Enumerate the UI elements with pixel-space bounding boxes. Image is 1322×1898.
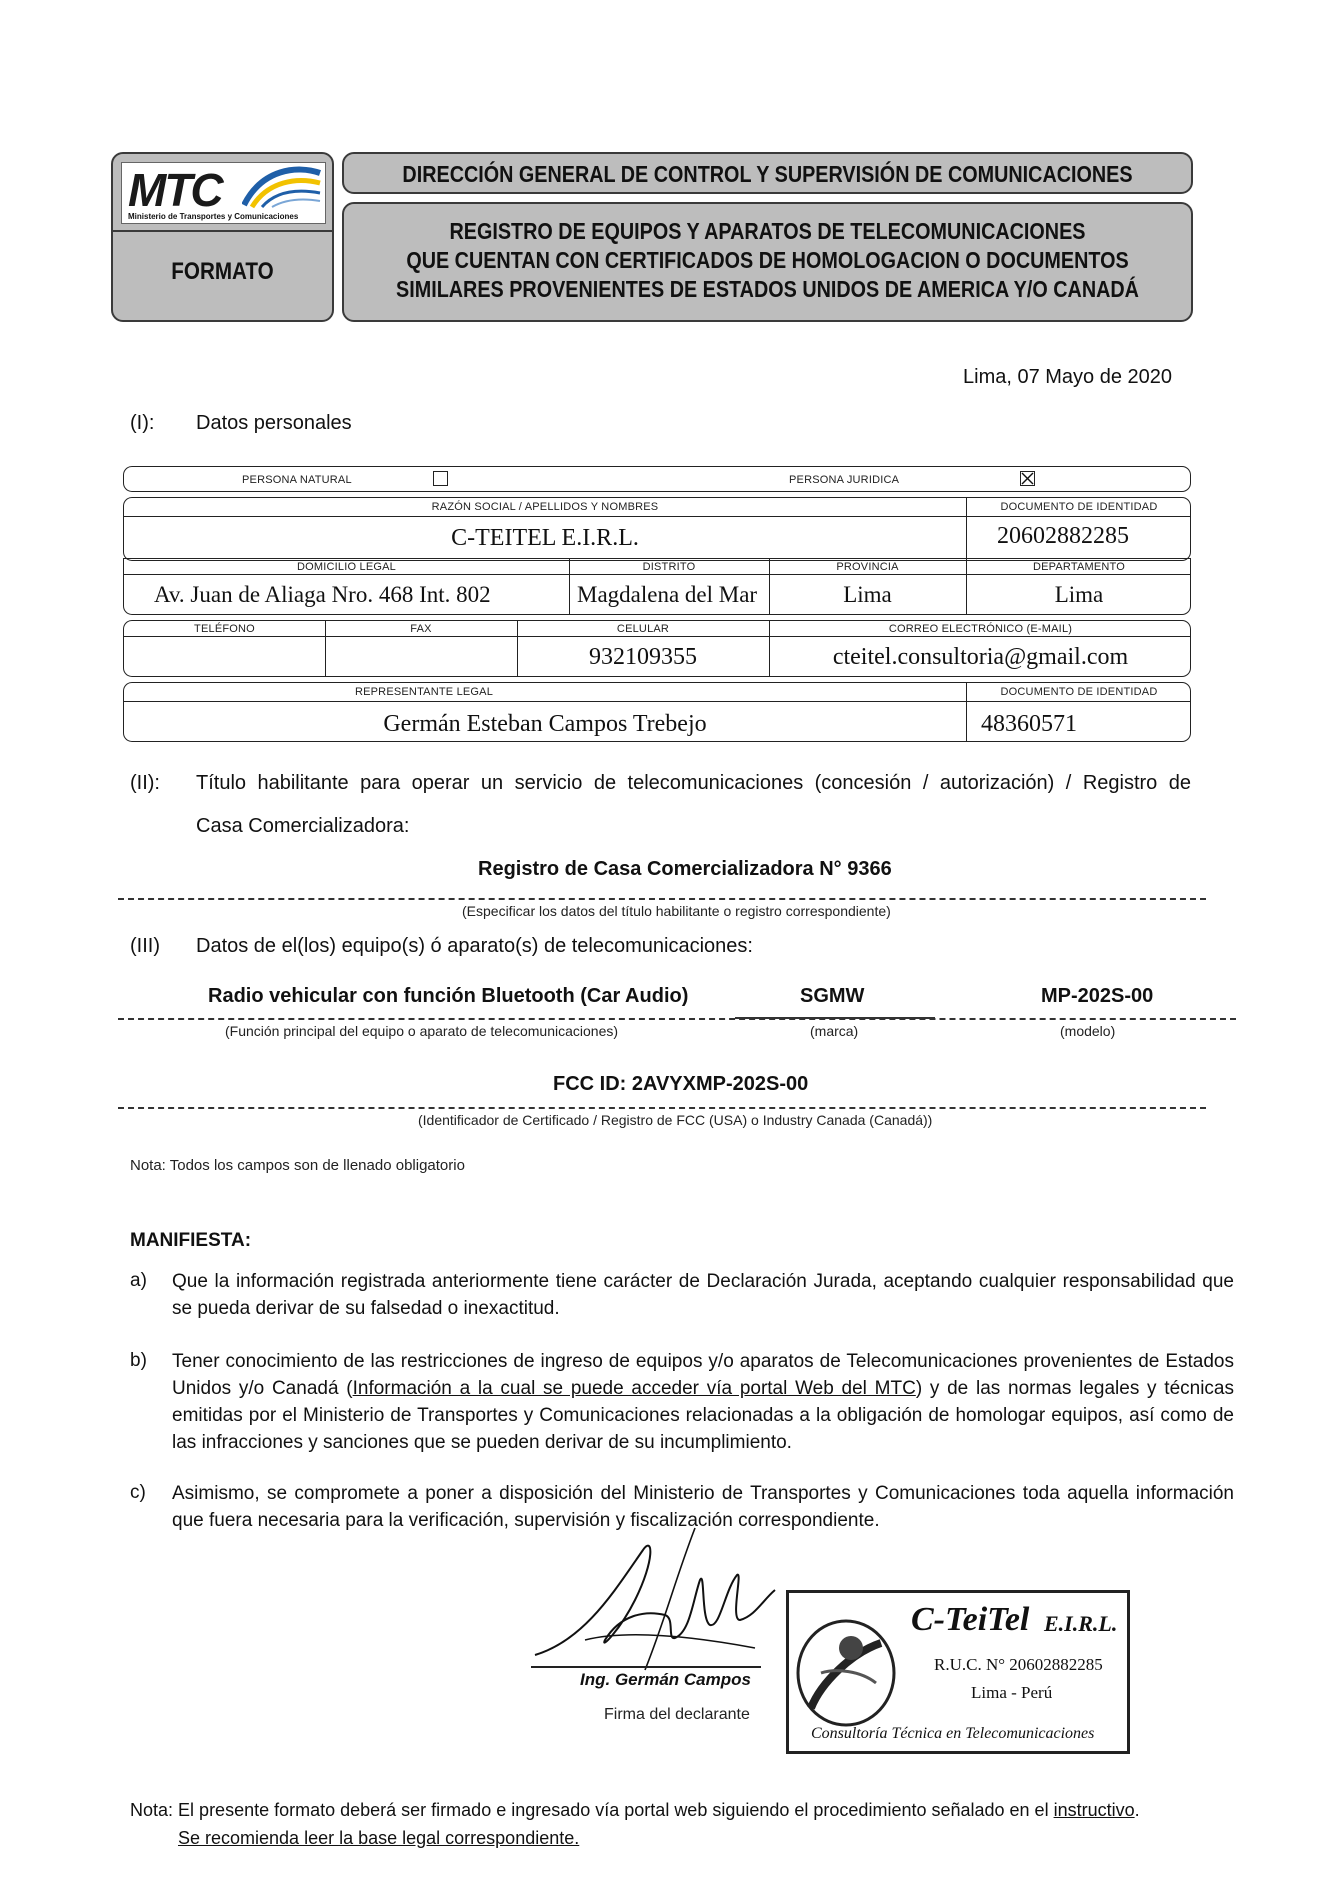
razon-social-row <box>123 497 1191 561</box>
item-b-text <box>172 1348 1234 1456</box>
registro-line-1: REGISTRO DE EQUIPOS Y APARATOS DE TELECOMUNICACIONES <box>449 218 1086 244</box>
fcc-underline <box>118 1107 1206 1109</box>
representante-value[interactable]: Germán Esteban Campos Trebejo <box>383 711 707 737</box>
section-1-title: Datos personales <box>196 412 352 434</box>
section-2-text-1: Título habilitante para operar un servicio de telecomunicaciones (concesión / autorización) / Registro de <box>196 772 1191 794</box>
contacto-row <box>123 620 1191 677</box>
registro-box <box>342 202 1193 322</box>
fcc-caption: (Identificador de Certificado / Registro de FCC (USA) o Industry Canada (Canadá)) <box>418 1112 933 1128</box>
marca-caption: (marca) <box>810 1023 859 1039</box>
fax-label: FAX <box>410 623 432 635</box>
item-c-text: Asimismo, se compromete a poner a disposición del Ministerio de Transportes y Comunicaciones toda aquella información que fuera necesaria para la verificación, supervisión y fiscalización correspondiente. <box>172 1483 1234 1531</box>
item-c-label: c) <box>130 1482 146 1503</box>
provincia-value[interactable]: Lima <box>843 582 892 607</box>
company-stamp <box>786 1590 1130 1754</box>
section-2-value[interactable]: Registro de Casa Comercializadora N° 9366 <box>478 858 892 880</box>
section-3-underline <box>118 1018 1236 1020</box>
direccion-box <box>342 152 1193 194</box>
nota-obligatorio: Nota: Todos los campos son de llenado obligatorio <box>130 1157 465 1174</box>
razon-social-label: RAZÓN SOCIAL / APELLIDOS Y NOMBRES <box>431 501 659 513</box>
signer-name: Ing. Germán Campos <box>580 1670 751 1689</box>
provincia-label: PROVINCIA <box>836 561 899 573</box>
signature-line <box>531 1666 761 1668</box>
mtc-logo-text: MTC <box>128 164 222 216</box>
distrito-value[interactable]: Magdalena del Mar <box>577 582 758 607</box>
doc-identidad-value-2[interactable]: 48360571 <box>981 711 1077 737</box>
representante-row <box>123 682 1191 742</box>
correo-value[interactable]: cteitel.consultoria@gmail.com <box>832 644 1129 670</box>
funcion-value[interactable]: Radio vehicular con función Bluetooth (Car Audio) <box>208 985 689 1007</box>
doc-identidad-value[interactable]: 20602882285 <box>997 523 1129 549</box>
direccion-title: DIRECCIÓN GENERAL DE CONTROL Y SUPERVISIÓN DE COMUNICACIONES <box>402 161 1133 187</box>
departamento-value[interactable]: Lima <box>1054 582 1104 607</box>
marca-value[interactable]: SGMW <box>800 985 865 1007</box>
section-2-text-2: Casa Comercializadora: <box>196 815 410 837</box>
section-2-number: (II): <box>130 772 160 794</box>
section-3-title: Datos de el(los) equipo(s) ó aparato(s) de telecomunicaciones: <box>196 935 753 957</box>
item-b-text-after: ) y de las normas legales y técnicas emitidas por el Ministerio de Transportes y Comunicaciones relacionadas a la obligación de homologar equipos, así como de las infracciones y sanciones que se pueden derivar de su incumplimiento. <box>172 1378 1234 1453</box>
stamp-tagline: Consultoría Técnica en Telecomunicaciones <box>811 1725 1095 1742</box>
registro-line-3: SIMILARES PROVENIENTES DE ESTADOS UNIDOS DE AMERICA Y/O CANADÁ <box>396 276 1139 302</box>
domicilio-label: DOMICILIO LEGAL <box>297 561 396 573</box>
funcion-caption: (Función principal del equipo o aparato de telecomunicaciones) <box>225 1023 619 1039</box>
fcc-value[interactable]: FCC ID: 2AVYXMP-202S-00 <box>553 1073 809 1095</box>
logo-box <box>111 152 334 322</box>
razon-social-value[interactable]: C-TEITEL E.I.R.L. <box>451 525 639 551</box>
mtc-portal-link[interactable]: Información a la cual se puede acceder vía portal Web del MTC <box>352 1378 916 1399</box>
persona-type-row <box>123 466 1191 492</box>
domicilio-value[interactable]: Av. Juan de Aliaga Nro. 468 Int. 802 <box>154 582 491 607</box>
departamento-label: DEPARTAMENTO <box>1032 561 1126 573</box>
stamp-ruc: R.U.C. N° 20602882285 <box>934 1655 1103 1674</box>
signature-caption: Firma del declarante <box>604 1706 750 1723</box>
footer-text-before: El presente formato deberá ser firmado e ingresado vía portal web siguiendo el procedimiento señalado en el <box>178 1800 1054 1820</box>
base-legal-link[interactable]: Se recomienda leer la base legal correspondiente. <box>178 1828 580 1848</box>
mtc-logo <box>121 162 326 224</box>
persona-juridica-checkbox[interactable] <box>1020 471 1035 486</box>
doc-identidad-label-2: DOCUMENTO DE IDENTIDAD <box>1000 686 1158 698</box>
item-a-label: a) <box>130 1270 147 1291</box>
telefono-label: TELÉFONO <box>194 623 255 635</box>
modelo-value[interactable]: MP-202S-00 <box>1041 985 1154 1007</box>
manifiesta-title: MANIFIESTA: <box>130 1230 252 1251</box>
footer-text-after: . <box>1134 1800 1140 1820</box>
stamp-company: C-TeiTel <box>911 1601 1030 1638</box>
item-b-label: b) <box>130 1350 147 1371</box>
section-1-number: (I): <box>130 412 155 434</box>
stamp-emblem-icon <box>791 1613 901 1733</box>
footer-prefix: Nota: <box>130 1800 174 1820</box>
stamp-city: Lima - Perú <box>971 1683 1053 1702</box>
doc-identidad-label: DOCUMENTO DE IDENTIDAD <box>1000 501 1158 513</box>
persona-natural-checkbox[interactable] <box>433 471 448 486</box>
mtc-logo-subtitle: Ministerio de Transportes y Comunicaciones <box>128 212 299 221</box>
representante-label: REPRESENTANTE LEGAL <box>354 686 494 698</box>
registro-line-2: QUE CUENTAN CON CERTIFICADOS DE HOMOLOGACION O DOCUMENTOS <box>406 247 1129 273</box>
instructivo-link[interactable]: instructivo <box>1053 1800 1135 1820</box>
celular-value[interactable]: 932109355 <box>589 644 697 670</box>
persona-juridica-label: PERSONA JURIDICA <box>789 474 900 486</box>
checkmark-x-icon <box>1021 472 1034 485</box>
modelo-caption: (modelo) <box>1060 1023 1116 1039</box>
date-line: Lima, 07 Mayo de 2020 <box>963 366 1173 388</box>
section-3-number: (III) <box>130 935 160 957</box>
stamp-company-suffix: E.I.R.L. <box>1044 1611 1118 1636</box>
footer-line-1 <box>130 1800 1140 1821</box>
correo-label: CORREO ELECTRÓNICO (E-MAIL) <box>888 623 1073 635</box>
section-2-caption: (Especificar los datos del título habilitante o registro correspondiente) <box>462 903 891 919</box>
footer-line-2 <box>178 1828 579 1849</box>
section-2-underline <box>118 898 1206 900</box>
handwritten-signature <box>525 1520 785 1680</box>
distrito-label: DISTRITO <box>642 561 696 573</box>
wave-icon <box>242 165 322 209</box>
item-a-text: Que la información registrada anteriormente tiene carácter de Declaración Jurada, aceptando cualquier responsabilidad que se pueda derivar de su falsedad o inexactitud. <box>172 1271 1234 1319</box>
persona-natural-label: PERSONA NATURAL <box>242 474 352 486</box>
celular-label: CELULAR <box>616 623 670 635</box>
formato-label: FORMATO <box>171 258 274 285</box>
item-b-text-before: Tener conocimiento de las restricciones de ingreso de equipos y/o aparatos de Telecomunicaciones provenientes de Estados Unidos y/o Canadá ( <box>172 1351 1234 1399</box>
domicilio-row <box>123 558 1191 615</box>
